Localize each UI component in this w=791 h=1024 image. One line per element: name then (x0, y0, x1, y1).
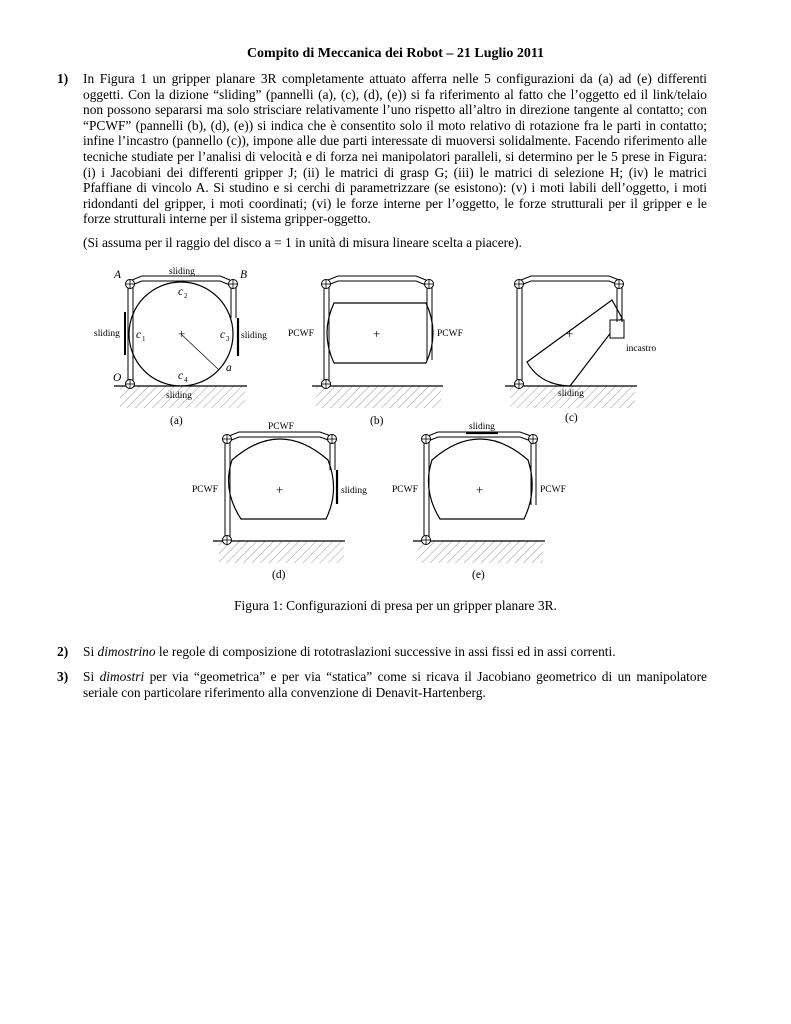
question-number: 3) (57, 669, 69, 684)
question-3 (57, 669, 707, 700)
svg-text:+: + (476, 482, 484, 497)
svg-text:c: c (178, 286, 184, 298)
panel-d (192, 422, 367, 581)
question-number: 2) (57, 644, 69, 659)
svg-text:+: + (178, 326, 186, 341)
svg-text:PCWF: PCWF (268, 422, 294, 432)
svg-text:(c): (c) (565, 412, 578, 424)
svg-text:incastro: incastro (626, 344, 657, 354)
svg-text:sliding: sliding (558, 389, 584, 399)
svg-text:c: c (178, 370, 184, 382)
svg-text:PCWF: PCWF (288, 329, 314, 339)
question-2 (57, 644, 707, 660)
svg-text:+: + (373, 326, 381, 341)
svg-text:3: 3 (226, 335, 230, 343)
question-text: Si dimostrino le regole di composizione di rototraslazioni successive in assi fissi ed in assi correnti. (83, 644, 616, 659)
svg-text:c: c (220, 329, 226, 341)
svg-text:(d): (d) (272, 569, 286, 581)
question-text: Si dimostri per via “geometrica” e per via “statica” come si ricava il Jacobiano geometrico di un manipolatore seriale con particolare riferimento alla convenzione di Denavit-Hartenberg. (83, 669, 708, 700)
svg-text:A: A (114, 269, 122, 281)
panel-e (392, 422, 566, 581)
svg-text:sliding: sliding (241, 331, 267, 341)
svg-text:sliding: sliding (341, 486, 367, 496)
svg-text:a: a (226, 362, 232, 374)
svg-text:sliding: sliding (169, 267, 195, 277)
svg-text:2: 2 (184, 292, 188, 300)
svg-text:(e): (e) (472, 569, 485, 581)
figure-caption: Figura 1: Configurazioni di presa per un gripper planare 3R. (234, 598, 557, 613)
panel-c (505, 276, 656, 424)
page-title: Compito di Meccanica dei Robot – 21 Luglio 2011 (246, 46, 545, 61)
svg-text:1: 1 (142, 335, 146, 343)
svg-text:PCWF: PCWF (192, 485, 218, 495)
svg-text:sliding: sliding (166, 391, 192, 401)
question-note: (Si assuma per il raggio del disco a = 1 in unità di misura lineare scelta a piacere). (83, 235, 522, 250)
svg-text:sliding: sliding (94, 329, 120, 339)
svg-text:+: + (566, 326, 574, 341)
svg-text:PCWF: PCWF (392, 485, 418, 495)
question-text: In Figura 1 un gripper planare 3R completamente attuato afferra nelle 5 configurazioni da (a) ad (e) differenti oggetti. Con la dizione “sliding” (pannelli (a), (c), (d), (e)) si fa riferimento al fatto che l’oggetto ed il link/telaio non possono separarsi ma solo strisciare relativamente l’uno rispetto all’altro in direzione tangente al contatto; con “PCWF” (pannelli (b), (d), (e)) si indica che è consentito solo il moto relativo di rotazione fra le parti in contatto; infine l’incastro (pannello (c)), impone alle due parti interessate di muoversi solidalmente. Facendo riferimento alle tecniche studiate per l’analisi di velocità e di forza nei manipolatori paralleli, si determino per le 5 prese in Figura: (i) i Jacobiani dei differenti gripper J; (ii) le matrici di grasp G; (iii) le matrici di selezione H; (iv) le matrici Pfaffiane di vincolo A. Si studino e si cerchi di parametrizzare (se esistono): (v) i moti labili dell’oggetto, i moti ridondanti del gripper, i moti coordinati; (vi) le forze interne per l’oggetto, le forze strutturali per il gripper e le forze strutturali interne per il sistema gripper-oggetto. (83, 71, 707, 227)
question-number: 1) (57, 71, 69, 86)
svg-text:c: c (136, 329, 142, 341)
svg-text:sliding: sliding (469, 422, 495, 432)
svg-text:(b): (b) (370, 415, 384, 427)
svg-text:O: O (113, 372, 122, 384)
panel-a (94, 267, 267, 427)
svg-text:+: + (276, 482, 284, 497)
panel-b (288, 276, 463, 427)
svg-text:(a): (a) (170, 415, 183, 427)
svg-text:PCWF: PCWF (540, 485, 566, 495)
svg-text:PCWF: PCWF (437, 329, 463, 339)
svg-text:4: 4 (184, 376, 188, 384)
svg-text:B: B (240, 269, 248, 281)
